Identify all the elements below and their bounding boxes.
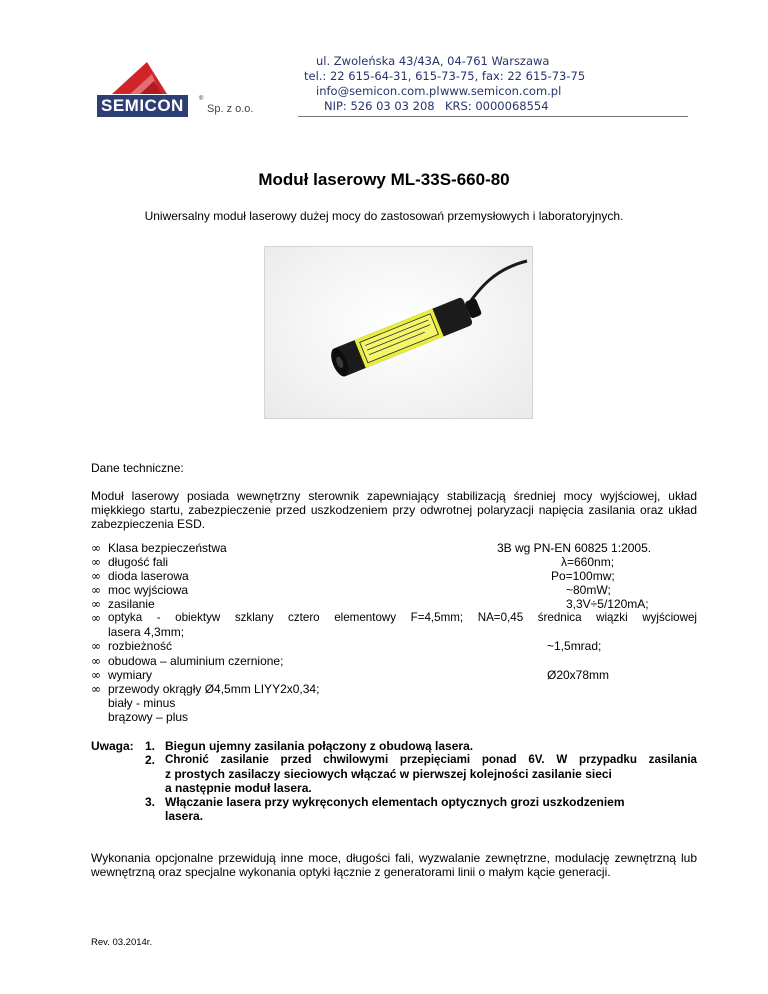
revision-label: Rev. 03.2014r. (91, 937, 153, 948)
spec-label: długość fali (108, 555, 169, 569)
bullet-icon: ∞ (91, 583, 101, 597)
bullet-icon: ∞ (91, 639, 101, 653)
spec-label: zasilanie (108, 597, 155, 611)
bullet-icon: ∞ (91, 668, 101, 682)
note-number: 3. (145, 795, 156, 809)
notes-label: Uwaga: (91, 739, 134, 753)
spec-label: wymiary (108, 668, 152, 682)
spec-label-continued: lasera 4,3mm; (108, 625, 185, 639)
company-name: SEMICON (97, 95, 188, 117)
note-text: Chronić zasilanie przed chwilowymi przepięciami ponad 6V. W przypadku zasilania (165, 753, 697, 766)
spec-label: dioda laserowa (108, 569, 189, 583)
website-link[interactable]: www.semicon.com.pl (440, 84, 562, 98)
bullet-icon: ∞ (91, 597, 101, 611)
spec-label: Klasa bezpieczeństwa (108, 541, 227, 555)
page-title: Moduł laserowy ML-33S-660-80 (258, 170, 510, 189)
company-suffix: Sp. z o.o. (207, 103, 254, 115)
note-text: z prostych zasilaczy sieciowych włączać w pierwszej kolejności zasilanie sieci (165, 767, 612, 781)
bullet-icon: ∞ (91, 569, 101, 583)
bullet-icon: ∞ (91, 682, 101, 696)
spec-value: ~1,5mrad; (547, 639, 602, 653)
address: ul. Zwoleńska 43/43A, 04-761 Warszawa (316, 54, 550, 68)
section-label: Dane techniczne: (91, 461, 184, 475)
spec-value: λ=660nm; (561, 555, 615, 569)
note-text: Biegun ujemny zasilania połączony z obudową lasera. (165, 739, 474, 753)
nip: NIP: 526 03 03 208 (324, 99, 435, 113)
spec-label: rozbieżność (108, 639, 173, 653)
bullet-icon: ∞ (91, 611, 101, 625)
krs: KRS: 0000068554 (445, 99, 549, 113)
spec-label: moc wyjściowa (108, 583, 189, 597)
note-text: lasera. (165, 809, 204, 823)
product-photo (264, 246, 533, 419)
spec-value: 3B wg PN-EN 60825 1:2005. (497, 541, 652, 555)
spec-label: optyka - obiektyw szklany cztero elementowy F=4,5mm; NA=0,45 średnica wiązki wyjściowej (108, 611, 697, 624)
note-number: 2. (145, 753, 156, 767)
bullet-icon: ∞ (91, 541, 101, 555)
spec-label: przewody okrągły Ø4,5mm LIYY2x0,34; (108, 682, 320, 696)
note-text: a następnie moduł lasera. (165, 781, 312, 795)
intro-paragraph: Moduł laserowy posiada wewnętrzny sterownik zapewniający stabilizacją średniej mocy wyjściowej, układ miękkiego startu, zabezpieczenie przed uszkodzeniem przy odwrotnej polaryzacji napięcia zasilania oraz układ zabezpieczenia ESD. (91, 489, 697, 531)
spec-value: Ø20x78mm (547, 668, 610, 682)
header-divider (298, 116, 688, 117)
spec-value: 3,3V÷5/120mA; (566, 597, 649, 611)
registered-mark: ® (199, 96, 204, 102)
phone-fax: tel.: 22 615-64-31, 615-73-75, fax: 22 615-73-75 (304, 69, 586, 83)
spec-value: Po=100mw; (551, 569, 615, 583)
spec-sub-item: brązowy – plus (108, 710, 189, 724)
bullet-icon: ∞ (91, 555, 101, 569)
bullet-icon: ∞ (91, 654, 101, 668)
outro-paragraph: Wykonania opcjonalne przewidują inne moce, długości fali, wyzwalanie zewnętrzne, modulację zewnętrzną lub wewnętrzną oraz specjalne wykonania optyki łącznie z generatorami linii o małym kącie generacji. (91, 851, 697, 879)
email-link[interactable]: info@semicon.com.pl (316, 84, 440, 98)
spec-sub-item: biały - minus (108, 696, 176, 710)
laser-module-image (265, 247, 532, 418)
spec-label: obudowa – aluminium czernione; (108, 654, 284, 668)
page-subtitle: Uniwersalny moduł laserowy dużej mocy do zastosowań przemysłowych i laboratoryjnych. (144, 209, 624, 223)
note-number: 1. (145, 739, 156, 753)
spec-value: ~80mW; (566, 583, 611, 597)
note-text: Włączanie lasera przy wykręconych elementach optycznych grozi uszkodzeniem (165, 795, 625, 809)
